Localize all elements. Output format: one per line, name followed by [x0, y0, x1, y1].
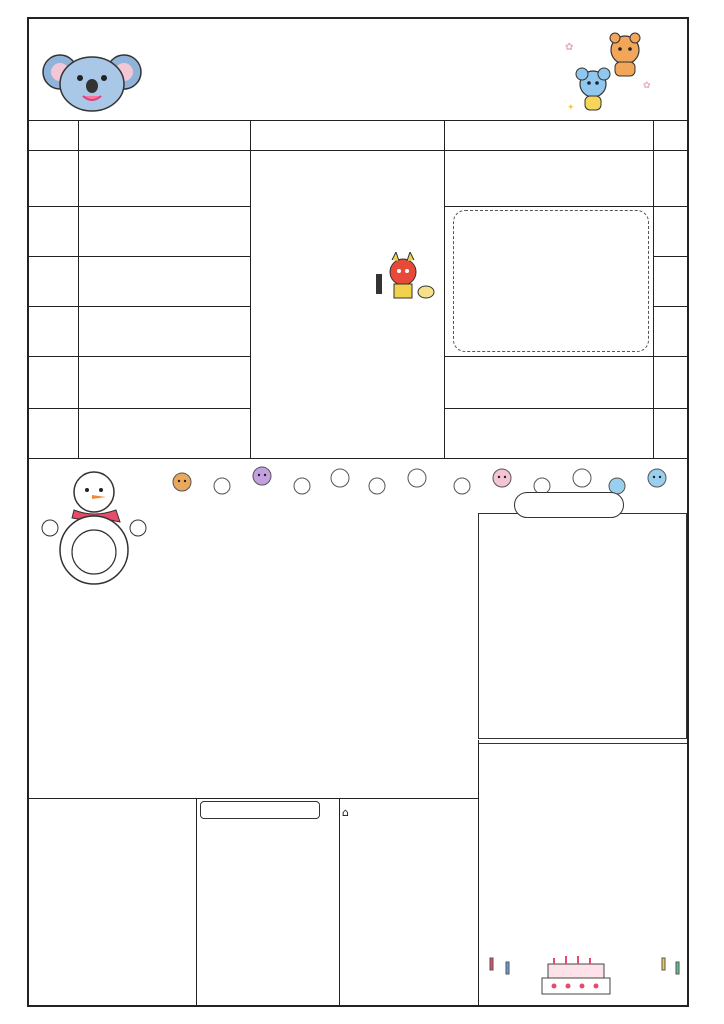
svg-text:✦: ✦ — [567, 103, 575, 113]
kenkoku-title-box — [200, 801, 320, 819]
house-icon: ⌂ — [342, 806, 349, 819]
svg-text:✿: ✿ — [643, 81, 651, 91]
birthday-cake-illustration — [484, 942, 686, 1004]
origami-divider — [478, 743, 687, 803]
animal-friends-illustration — [555, 28, 655, 118]
intl-lunch-box — [453, 210, 649, 352]
koala-illustration — [42, 42, 142, 114]
oni-illustration — [368, 252, 438, 302]
setsubun-title-bubble — [514, 492, 624, 518]
bring-shoes-mon — [448, 178, 454, 189]
setsubun-box — [478, 513, 687, 739]
homework-title-box — [342, 801, 462, 819]
snowman-badge-illustration — [34, 466, 152, 588]
svg-text:✿: ✿ — [565, 42, 574, 53]
